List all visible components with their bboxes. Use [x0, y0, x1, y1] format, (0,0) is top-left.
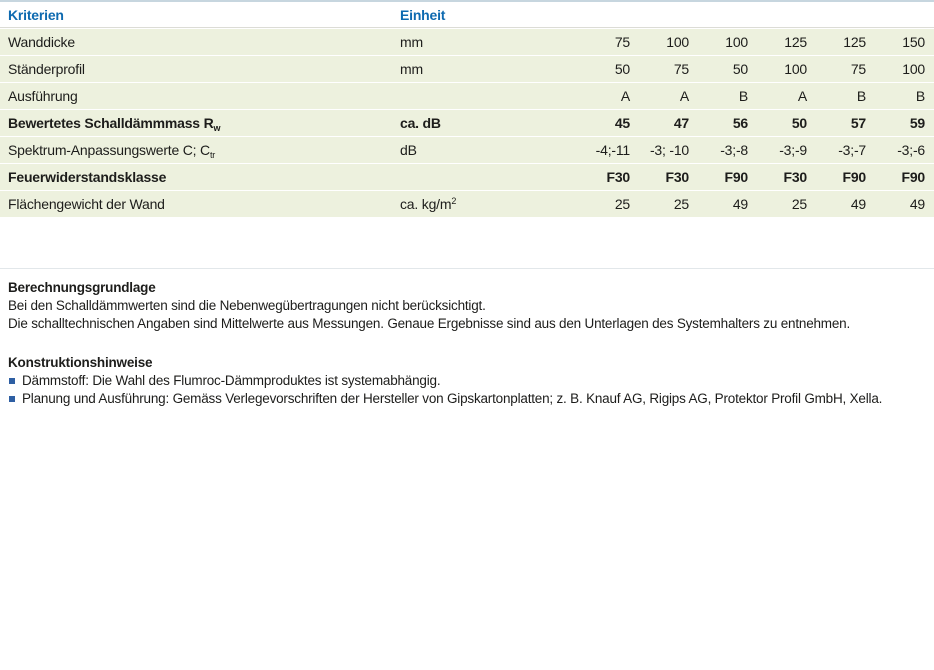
row-label: Feuerwiderstandsklasse [8, 169, 167, 185]
table-row-flaechengewicht [0, 191, 934, 217]
row-label: Flächengewicht der Wand [8, 196, 165, 212]
cell-value: A [580, 83, 639, 109]
column-header-kriterien: Kriterien [0, 3, 400, 28]
construction-bullet-text: Dämmstoff: Die Wahl des Flumroc-Dämmproduktes ist systemabhängig. [22, 373, 441, 388]
table-row-wanddicke [0, 29, 934, 55]
column-header-einheit: Einheit [400, 3, 580, 28]
criteria-table [0, 2, 934, 218]
row-label: Ständerprofil [8, 61, 85, 77]
row-label: Ausführung [8, 88, 78, 104]
cell-value: 57 [816, 110, 875, 136]
row-unit [400, 83, 580, 109]
cell-value: B [875, 83, 934, 109]
cell-value: B [698, 83, 757, 109]
row-unit: ca. kg/m [400, 196, 452, 212]
cell-value: -3;-9 [757, 137, 816, 163]
cell-value: 100 [639, 29, 698, 55]
cell-value: 50 [580, 56, 639, 82]
row-label-subscript: tr [209, 150, 216, 160]
row-label-subscript: w [213, 123, 221, 133]
cell-value: F90 [875, 164, 934, 190]
cell-value: 75 [580, 29, 639, 55]
row-unit: mm [400, 56, 580, 82]
cell-value: 45 [580, 110, 639, 136]
cell-value: -4;-11 [580, 137, 639, 163]
cell-value: -3;-6 [875, 137, 934, 163]
construction-notes-title: Konstruktionshinweise [8, 355, 153, 370]
criteria-table-section [0, 0, 934, 218]
calculation-basis-line: Die schalltechnischen Angaben sind Mittelwerte aus Messungen. Genaue Ergebnisse sind aus den Unterlagen des Systemhalters zu entnehmen. [8, 316, 851, 331]
cell-value: A [757, 83, 816, 109]
row-label: Wanddicke [8, 34, 75, 50]
cell-value: 150 [875, 29, 934, 55]
cell-value: 25 [757, 191, 816, 217]
cell-value: 125 [816, 29, 875, 55]
construction-bullet-item [8, 390, 934, 408]
calculation-basis-block [8, 279, 934, 333]
cell-value: B [816, 83, 875, 109]
cell-value: 56 [698, 110, 757, 136]
cell-value: -3;-7 [816, 137, 875, 163]
table-row-schalldaemmmass [0, 110, 934, 136]
cell-value: 49 [875, 191, 934, 217]
cell-value: F30 [580, 164, 639, 190]
row-label: Bewertetes Schalldämmmass R [8, 115, 214, 131]
cell-value: 25 [580, 191, 639, 217]
cell-value: 50 [698, 56, 757, 82]
square-bullet-icon [9, 378, 15, 384]
calculation-basis-title: Berechnungsgrundlage [8, 280, 156, 295]
construction-notes-block [8, 354, 934, 408]
cell-value: 50 [757, 110, 816, 136]
construction-bullet-item [8, 372, 934, 390]
square-bullet-icon [9, 396, 15, 402]
cell-value: 75 [639, 56, 698, 82]
cell-value: -3; -10 [639, 137, 698, 163]
notes-section [0, 279, 934, 408]
table-row-ausfuehrung [0, 83, 934, 109]
row-unit: dB [400, 137, 580, 163]
cell-value: 25 [639, 191, 698, 217]
cell-value: F90 [698, 164, 757, 190]
cell-value: 75 [816, 56, 875, 82]
calculation-basis-line: Bei den Schalldämmwerten sind die Nebenwegübertragungen nicht berücksichtigt. [8, 298, 486, 313]
cell-value: 49 [816, 191, 875, 217]
row-label: Spektrum-Anpassungswerte C; C [8, 142, 210, 158]
cell-value: 100 [757, 56, 816, 82]
cell-value: 47 [639, 110, 698, 136]
cell-value: 125 [757, 29, 816, 55]
row-unit-superscript: 2 [451, 196, 457, 206]
table-header-row [0, 3, 934, 28]
cell-value: F30 [757, 164, 816, 190]
row-unit: ca. dB [400, 110, 580, 136]
table-row-spektrum [0, 137, 934, 163]
cell-value: A [639, 83, 698, 109]
row-unit [400, 164, 580, 190]
section-divider [0, 268, 934, 269]
cell-value: 100 [698, 29, 757, 55]
table-row-feuerwiderstand [0, 164, 934, 190]
cell-value: F90 [816, 164, 875, 190]
cell-value: 100 [875, 56, 934, 82]
header-spacer [580, 3, 934, 28]
cell-value: -3;-8 [698, 137, 757, 163]
table-row-staenderprofil [0, 56, 934, 82]
cell-value: 59 [875, 110, 934, 136]
construction-bullet-text: Planung und Ausführung: Gemäss Verlegevorschriften der Hersteller von Gipskartonplatten; z. B. Knauf AG, Rigips AG, Protektor Profil GmbH, Xella. [22, 391, 883, 406]
cell-value: F30 [639, 164, 698, 190]
row-unit: mm [400, 29, 580, 55]
cell-value: 49 [698, 191, 757, 217]
